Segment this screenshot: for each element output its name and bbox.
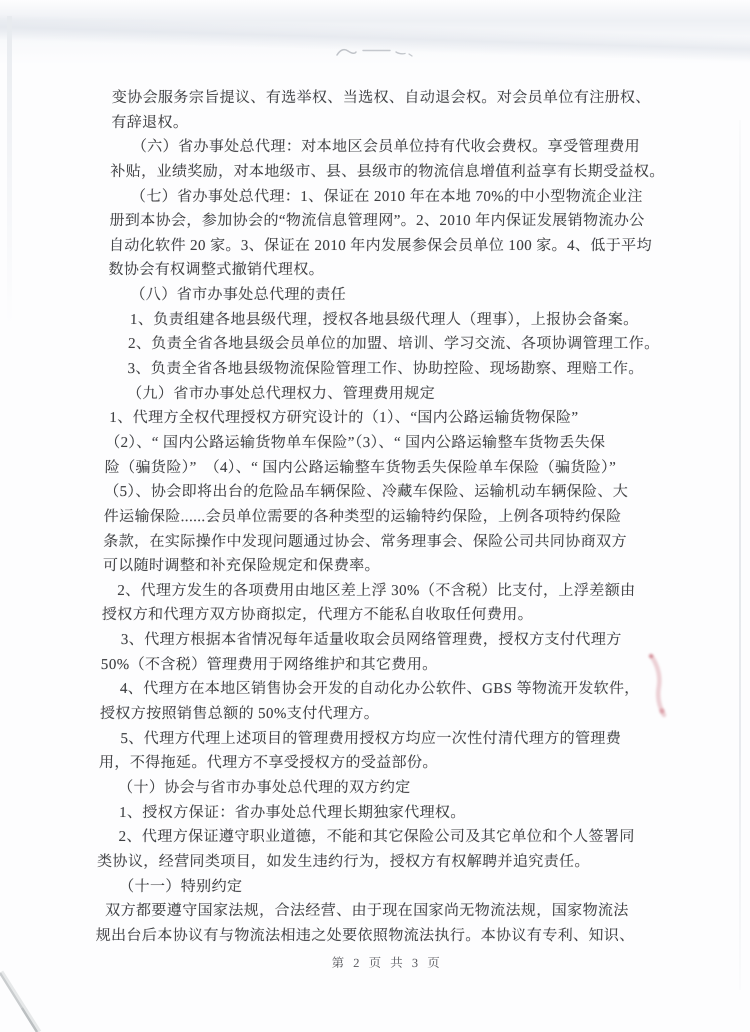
text-line: 授权方和代理方双方协商拟定，代理方不能私自收取任何费用。	[101, 607, 534, 624]
text-line: 可以随时调整和补充保险规定和保费率。	[102, 558, 381, 575]
text-line: （2）、“ 国内公路运输货物单车保险”（3）、“ 国内公路运输整车货物丢失保	[104, 434, 606, 451]
text-line: （八）省市办事处总代理的责任	[130, 287, 347, 304]
text-line: 2、负责全省各地县级会员单位的加盟、培训、学习交流、各项协调管理工作。	[127, 336, 660, 353]
text-line: 用，不得拖延。代理方不享受授权方的受益部份。	[98, 755, 438, 772]
scan-shading-top	[0, 0, 750, 74]
corner-fold-crease	[0, 963, 64, 1032]
pencil-squiggle-mark	[333, 42, 433, 62]
text-line: （七）省办事处总代理：1、保证在 2010 年在本地 70%的中小型物流企业注	[130, 188, 643, 205]
text-line: 3、负责全省各地县级物流保险管理工作、协助控险、现场勘察、理赔工作。	[127, 361, 644, 378]
text-line: 3、代理方根据本省情况每年适量收取会员网络管理费，授权方支付代理方	[120, 632, 622, 649]
text-line: 自动化软件 20 家。3、保证在 2010 年内发展参保会员单位 100 家。4、低于平均	[108, 237, 653, 254]
text-line: （十一）特别约定	[118, 878, 243, 895]
text-line: 变协会服务宗旨提议、有选举权、当选权、自动退会权。对会员单位有注册权、	[111, 90, 651, 106]
text-line: 5、代理方代理上述项目的管理费用授权方均应一次性付清代理方的管理费	[120, 730, 622, 747]
text-line: 4、代理方在本地区销售协会开发的自动化办公软件、GBS 等物流开发软件，	[119, 681, 640, 698]
text-line: 规出台后本协议有与物流法相违之处要依照物流法执行。本协议有专利、知识、	[95, 927, 635, 944]
right-edge-shadow	[739, 120, 741, 990]
text-line: 授权方按照销售总额的 50%支付代理方。	[99, 706, 380, 723]
left-edge-shadow	[7, 16, 12, 326]
text-line: 险（骗货险）” （4）、“ 国内公路运输整车货物丢失保险单车保险（骗货险）”	[104, 459, 617, 476]
text-line: 补贴，业绩奖励，对本地级市、县、县级市的物流信息增值利益享有长期受益权。	[110, 163, 665, 180]
text-line: （六）省办事处总代理：对本地区会员单位持有代收会费权。享受管理费用	[131, 139, 641, 156]
text-line: 数协会有权调整式撤销代理权。	[108, 262, 325, 279]
text-line: （十）协会与省市办事处总代理的双方约定	[117, 779, 411, 796]
text-line: 类协议，经营同类项目，如发生违约行为，授权方有权解聘并追究责任。	[96, 853, 591, 870]
text-line: （九）省市办事处总代理权力、管理费用规定	[126, 385, 436, 402]
text-line: 1、授权方保证：省办事处总代理长期独家代理权。	[118, 804, 466, 821]
text-line: 双方都要遵守国家法规，合法经营、由于现在国家尚无物流法规，国家物流法	[105, 903, 629, 920]
text-line: （5）、协会即将出台的危险品车辆保险、冷藏车保险、运输机动车辆保险、大	[104, 484, 629, 501]
text-line: 册到本协会，参加协会的“物流信息管理网”。2、2010 年内保证发展销物流办公	[109, 213, 645, 230]
text-line: 件运输保险......会员单位需要的各种类型的运输特约保险，上例各项特约保险	[103, 508, 622, 525]
page-footer: 第 2 页 共 3 页	[331, 956, 443, 970]
text-line: 1、代理方全权代理授权方研究设计的（1）、“国内公路运输货物保险”	[109, 410, 579, 427]
text-line: 2、代理方保证遵守职业道德，不能和其它保险公司及其它单位和个人签署同	[118, 829, 635, 846]
text-line: 2、代理方发生的各项费用由地区差上浮 30%（不含税）比支付，上浮差额由	[117, 582, 636, 599]
text-line: 50%（不含税）管理费用于网络维护和其它费用。	[100, 656, 438, 673]
text-line: 有辞退权。	[111, 114, 189, 131]
text-line: 条款，在实际操作中发现问题通过协会、常务理事会、保险公司共同协商双方	[103, 533, 628, 550]
text-line: 1、负责组建各地县级代理，授权各地县级代理人（理事），上报协会备案。	[129, 311, 639, 328]
document-body	[95, 86, 696, 986]
